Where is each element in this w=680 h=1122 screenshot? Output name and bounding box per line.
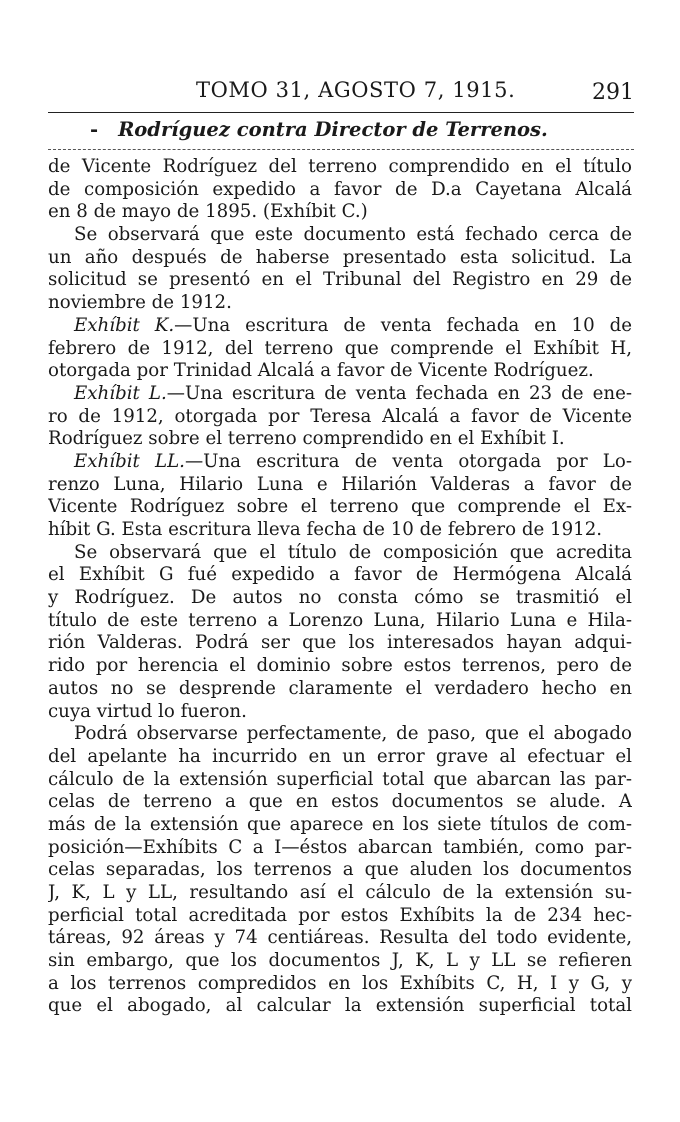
text-line xyxy=(48,269,632,292)
text-line xyxy=(48,564,632,587)
line-text: —Una escritura de venta otorgada por Lo- xyxy=(184,450,632,472)
text-line xyxy=(48,995,632,1018)
line-text: más de la extensión que aparece en los siete títulos de com- xyxy=(48,813,632,835)
line-text: ro de 1912, otorgada por Teresa Alcalá a favor de Vicente xyxy=(48,405,632,427)
text-line xyxy=(48,292,632,315)
line-text: táreas, 92 áreas y 74 centiáreas. Resulta del todo evidente, xyxy=(48,927,632,949)
text-line xyxy=(48,519,632,542)
line-text: noviembre de 1912. xyxy=(48,292,232,314)
text-line xyxy=(48,973,632,996)
text-line xyxy=(48,224,632,247)
exhibit-label: Exhíbit L. xyxy=(74,382,167,404)
text-line xyxy=(48,587,632,610)
exhibit-label: Exhíbit K. xyxy=(74,314,175,336)
text-line xyxy=(48,201,632,224)
case-title xyxy=(90,118,590,141)
line-text: Rodríguez sobre el terreno comprendido en el Exhíbit I. xyxy=(48,428,565,450)
text-line xyxy=(48,315,632,338)
line-text: perficial total acreditada por estos Exhíbits la de 234 hec- xyxy=(48,904,632,926)
running-head-title: TOMO 31, AGOSTO 7, 1915. xyxy=(196,78,516,102)
text-line xyxy=(48,769,632,792)
line-text: renzo Luna, Hilario Luna e Hilarión Valderas a favor de xyxy=(48,473,632,495)
line-text: Se observará que este documento está fechado cerca de xyxy=(74,224,632,246)
text-line xyxy=(48,814,632,837)
text-line xyxy=(48,496,632,519)
text-line xyxy=(48,927,632,950)
line-text: del apelante ha incurrido en un error grave al efectuar el xyxy=(48,745,632,767)
text-line xyxy=(48,837,632,860)
exhibit-label: Exhíbit LL. xyxy=(74,450,185,472)
line-text: que el abogado, al calcular la extensión superficial total xyxy=(48,995,632,1017)
line-text: J, K, L y LL, resultando así el cálculo de la extensión su- xyxy=(48,882,632,903)
running-head xyxy=(48,78,634,110)
text-line xyxy=(48,791,632,814)
line-text: a los terrenos compredidos en los Exhíbits C, H, I y G, y xyxy=(48,972,632,994)
text-line xyxy=(48,905,632,928)
line-text: celas de terreno a que en estos documentos se alude. A xyxy=(48,791,632,813)
line-text: —Una escritura de venta fechada en 23 de ene- xyxy=(166,382,632,404)
page-number: 291 xyxy=(592,80,634,105)
line-text: posición—Exhíbits C a I—éstos abarcan también, como par- xyxy=(48,836,632,858)
case-title-rule xyxy=(48,149,634,150)
line-text: y Rodríguez. De autos no consta cómo se trasmitió el xyxy=(48,587,632,609)
line-text: solicitud se presentó en el Tribunal del Registro en 29 de xyxy=(48,269,632,291)
line-text: sin embargo, que los documentos J, K, L y LL se refieren xyxy=(48,950,632,972)
line-text: Se observará que el título de composición que acredita xyxy=(74,541,632,563)
text-line xyxy=(48,950,632,973)
line-text: cálculo de la extensión superficial total que abarcan las par- xyxy=(48,768,632,790)
text-line xyxy=(48,247,632,270)
text-line xyxy=(48,179,632,202)
text-line xyxy=(48,610,632,633)
text-line xyxy=(48,632,632,655)
header-rule xyxy=(48,112,634,113)
line-text: rión Valderas. Podrá ser que los interesados hayan adqui- xyxy=(48,632,632,654)
text-line xyxy=(48,859,632,882)
text-line xyxy=(48,360,632,383)
line-text: de composición expedido a favor de D.a Cayetana Alcalá xyxy=(48,178,632,200)
line-text: Vicente Rodríguez sobre el terreno que comprende el Ex- xyxy=(48,496,632,518)
line-text: Podrá observarse perfectamente, de paso, que el abogado xyxy=(74,723,632,745)
line-text: febrero de 1912, del terreno que comprende el Exhíbit H, xyxy=(48,337,632,359)
text-line xyxy=(48,428,632,451)
line-text: híbit G. Esta escritura lleva fecha de 10 de febrero de 1912. xyxy=(48,519,603,540)
line-text: —Una escritura de venta fechada en 10 de xyxy=(174,314,632,336)
text-line xyxy=(48,678,632,701)
line-text: en 8 de mayo de 1895. (Exhíbit C.) xyxy=(48,201,368,223)
text-line xyxy=(48,655,632,678)
line-text: título de este terreno a Lorenzo Luna, Hilario Luna e Hila- xyxy=(48,609,632,631)
line-text: otorgada por Trinidad Alcalá a favor de Vicente Rodríguez. xyxy=(48,360,594,382)
text-line xyxy=(48,474,632,497)
line-text: celas separadas, los terrenos a que aluden los documentos xyxy=(48,859,632,881)
line-text: rido por herencia el dominio sobre estos terrenos, pero de xyxy=(48,655,632,677)
text-line xyxy=(48,723,632,746)
line-text: el Exhíbit G fué expedido a favor de Hermógena Alcalá xyxy=(48,564,632,586)
text-line xyxy=(48,338,632,361)
line-text: cuya virtud lo fueron. xyxy=(48,700,247,722)
text-line xyxy=(48,701,632,724)
case-title-dash: - xyxy=(90,118,99,141)
text-line xyxy=(48,746,632,769)
body-text xyxy=(48,156,632,1018)
text-line xyxy=(48,156,632,179)
line-text: un año después de haberse presentado esta solicitud. La xyxy=(48,246,632,268)
line-text: autos no se desprende claramente el verdadero hecho en xyxy=(48,677,632,699)
line-text: de Vicente Rodríguez del terreno comprendido en el título xyxy=(48,156,632,177)
text-line xyxy=(48,451,632,474)
text-line xyxy=(48,542,632,565)
case-title-text: Rodríguez contra Director de Terrenos. xyxy=(118,118,548,141)
text-line xyxy=(48,882,632,905)
text-line xyxy=(48,406,632,429)
text-line xyxy=(48,383,632,406)
